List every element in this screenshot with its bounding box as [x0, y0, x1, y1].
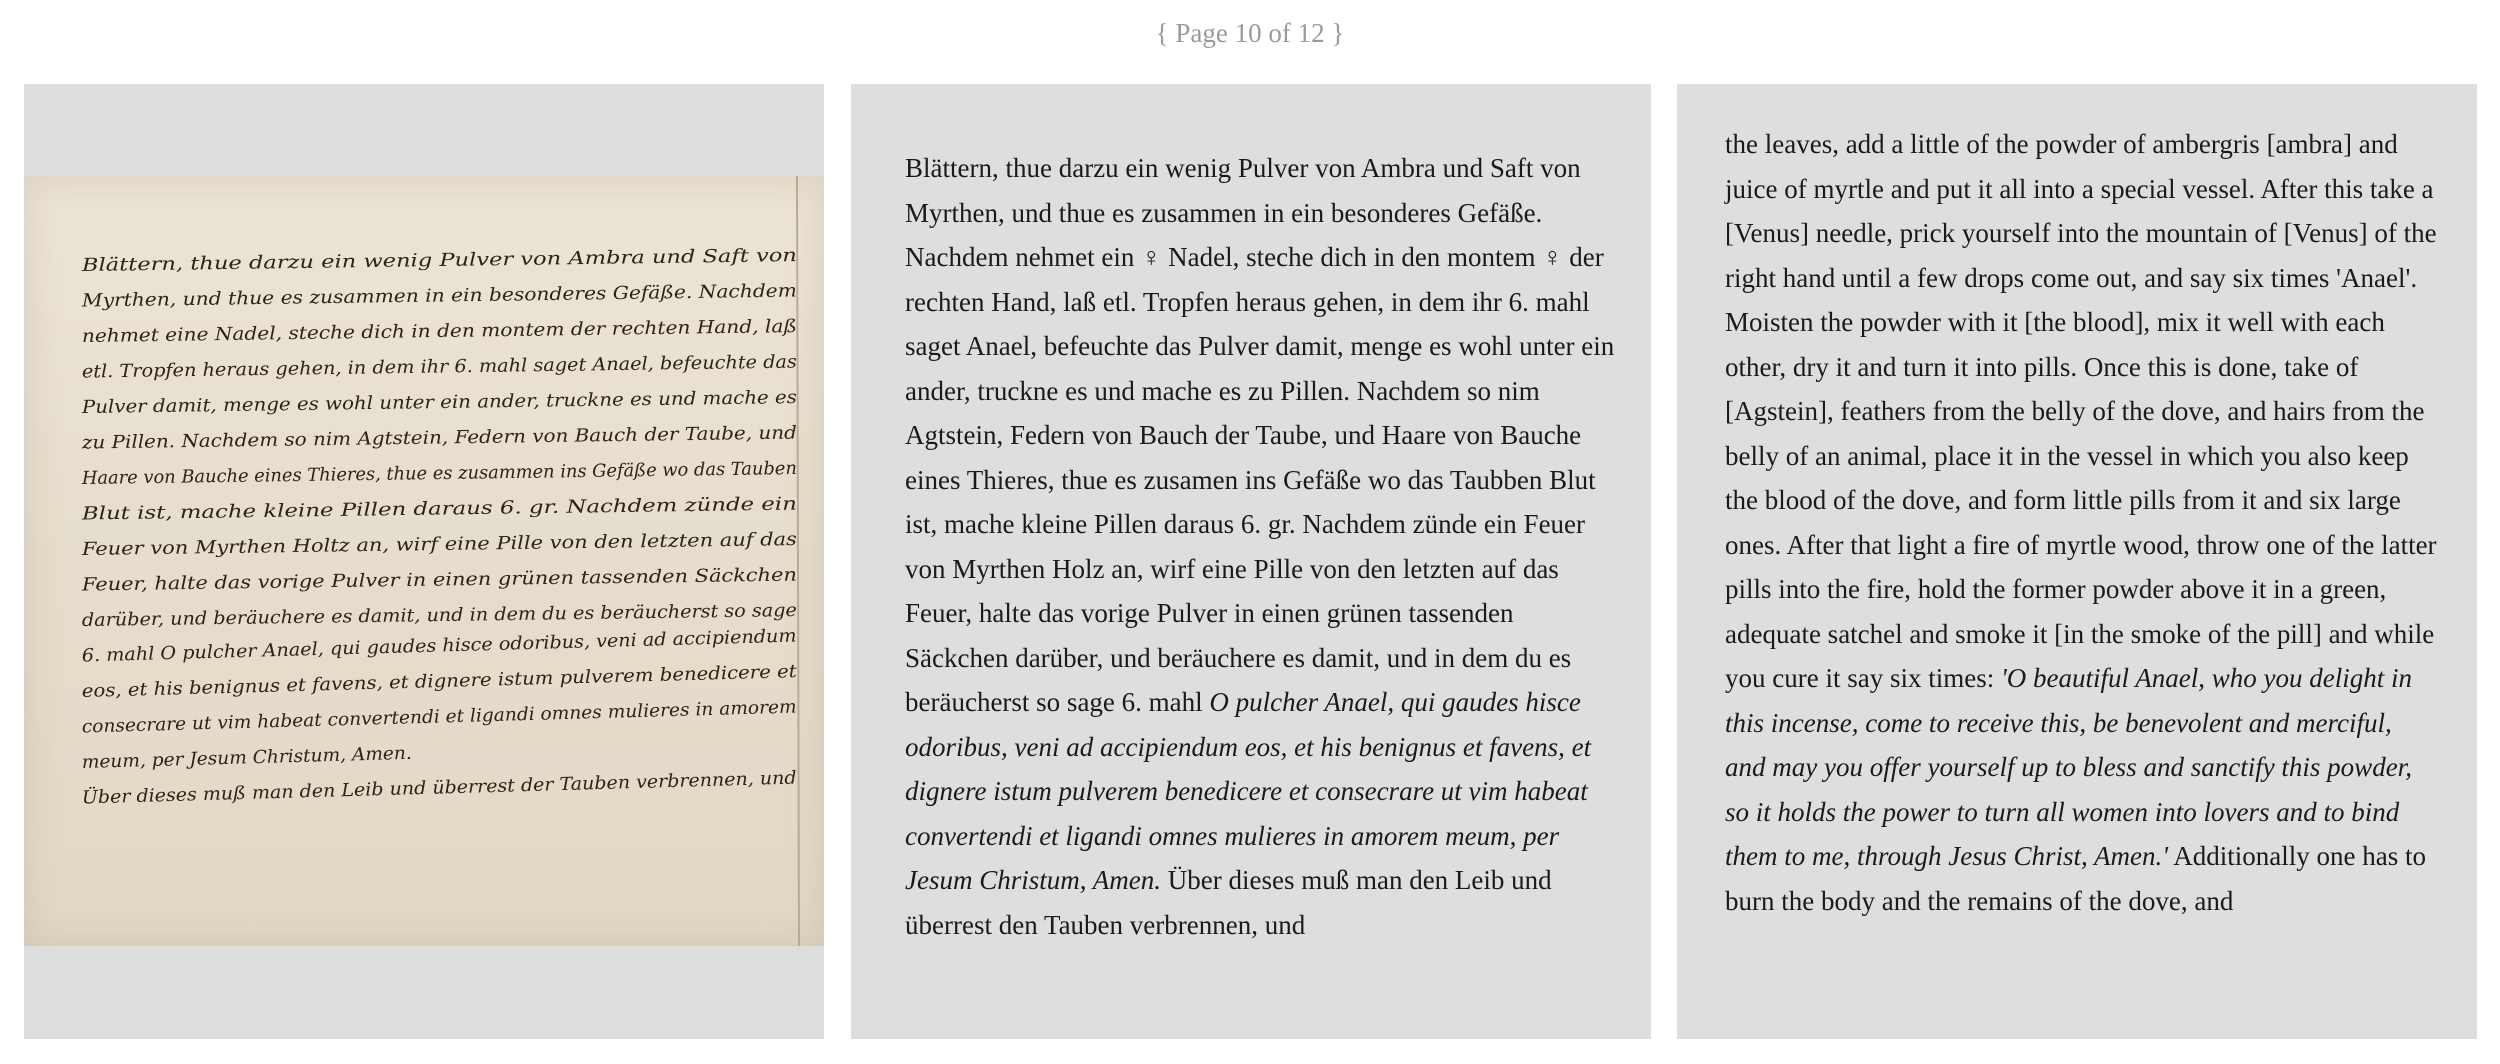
manuscript-line: Feuer von Myrthen Holtz an, wirf eine Pille von den letzten auf das: [81, 530, 697, 560]
page-indicator: { Page 10 of 12 }: [1155, 18, 1345, 48]
german-transcription: [905, 146, 1615, 947]
german-latin-invocation: O pulcher Anael, qui gaudes hisce odoribus, veni ad accipiendum eos, et his benignus et favens, et dignere istum pulverem benedicere et consecrare ut vim habeat convertendi et ligandi omnes mulieres in amorem meum, per Jesum Christum, Amen.: [905, 687, 1592, 895]
manuscript-line: nehmet eine Nadel, steche dich in den montem der rechten Hand, laß: [81, 317, 722, 347]
manuscript-scan: [24, 176, 824, 946]
manuscript-image-panel: [24, 84, 824, 1039]
manuscript-line: Blut ist, mache kleine Pillen daraus 6. gr. Nachdem zünde ein: [81, 495, 646, 525]
manuscript-line: Myrthen, und thue es zusammen in ein besonderes Gefäße. Nachdem: [81, 281, 719, 312]
manuscript-line: Haare von Bauche eines Thieres, thue es zusammen ins Gefäße wo das Tauben: [81, 457, 805, 489]
manuscript-line: etl. Tropfen heraus gehen, in dem ihr 6. mahl saget Anael, befeuchte das: [81, 352, 750, 383]
manuscript-margin-line: [797, 176, 799, 946]
manuscript-line: meum, per Jesum Christum, Amen.: [81, 743, 403, 773]
manuscript-line: Pulver damit, menge es wohl unter ein ander, truckne es und mache es: [81, 387, 733, 418]
german-text: Blättern, thue darzu ein wenig Pulver von Ambra und Saft von Myrthen, und thue es zusammen in ein besonderes Gefäße. Nachdem nehmet ein ♀ Nadel, steche dich in den montem ♀ der rechten Hand, laß etl. Tropfen heraus gehen, in dem ihr 6. mahl saget Anael, befeuchte das Pulver damit, menge es wohl unter ein ander, truckne es und mache es zu Pillen. Nachdem so nim Agtstein, Federn von Bauch der Taube, und Haare von Bauche eines Thieres, thue es zusamen ins Gefäße wo das Taubben Blut ist, mache kleine Pillen daraus 6. gr. Nachdem zünde ein Feuer von Myrthen Holz an, wirf eine Pille von den letzten auf das Feuer, halte das vorige Pulver in einen grünen tassenden Säckchen darüber, und beräuchere es damit, und in dem du es beräucherst so sage 6. mahl: [905, 153, 1615, 717]
manuscript-handwriting: [24, 176, 824, 946]
english-italic-invocation: 'O beautiful Anael, who you delight in this incense, come to receive this, be benevolent and merciful, and may you offer yourself up to bless and sanctify this powder, so it holds the power to turn all women into lovers and to bind them to me, through Jesus Christ, Amen.': [1725, 663, 2412, 871]
manuscript-line: consecrare ut vim habeat convertendi et ligandi omnes mulieres in amorem: [81, 697, 775, 738]
manuscript-line: Feuer, halte das vorige Pulver in einen grünen tassenden Säckchen: [81, 565, 698, 596]
english-translation: [1725, 122, 2437, 923]
english-translation-panel: [1677, 84, 2477, 1039]
manuscript-line: 6. mahl O pulcher Anael, qui gaudes hisce odoribus, veni ad accipiendum: [81, 626, 754, 667]
manuscript-line: darüber, und beräuchere es damit, und in dem du es beräucherst so sage: [81, 600, 752, 631]
manuscript-line: zu Pillen. Nachdem so nim Agtstein, Federn von Bauch der Taube, und: [81, 423, 728, 454]
german-transcription-panel: [851, 84, 1651, 1039]
manuscript-line: eos, et his benignus et favens, et dignere istum pulverem benedicere et: [81, 662, 737, 702]
manuscript-line: Über dieses muß man den Leib und überrest der Tauben verbrennen, und: [81, 768, 758, 809]
manuscript-line: Blättern, thue darzu ein wenig Pulver von Ambra und Saft von: [81, 247, 653, 276]
english-text: the leaves, add a little of the powder of ambergris [ambra] and juice of myrtle and put it all into a special vessel. After this take a [Venus] needle, prick yourself into the mountain of [Venus] of the right hand until a few drops come out, and say six times 'Anael'. Moisten the powder with it [the blood], mix it well with each other, dry it and turn it into pills. Once this is done, take of [Agstein], feathers from the belly of the dove, and hairs from the belly of an animal, place it in the vessel in which you also keep the blood of the dove, and form little pills from it and six large ones. After that light a fire of myrtle wood, throw one of the latter pills into the fire, hold the former powder above it in a green, adequate satchel and smoke it [in the smoke of the pill] and while you cure it say six times:: [1725, 129, 2437, 693]
english-text-after: Additionally one has to burn the body and the remains of the dove, and: [1725, 841, 2426, 916]
german-text-after: Über dieses muß man den Leib und überrest den Tauben verbrennen, und: [905, 865, 1552, 940]
